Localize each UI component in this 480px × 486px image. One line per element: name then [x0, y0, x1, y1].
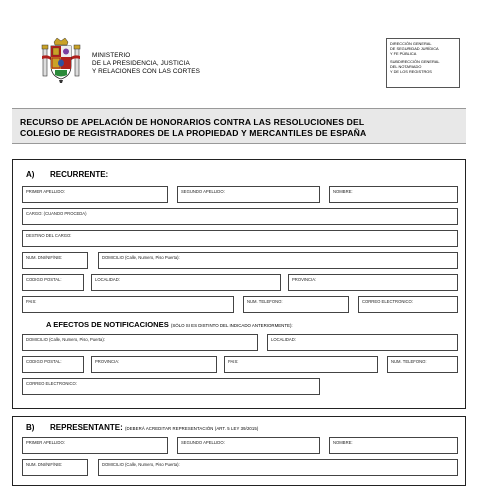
notif-provincia-field[interactable]	[91, 356, 217, 373]
field-label: DOMICILIO (Calle, Numero, Piso Puerta):	[102, 254, 180, 260]
notif-correo-field[interactable]	[22, 378, 320, 395]
form-title-line1: RECURSO DE APELACIÓN DE HONORARIOS CONTRA LAS RESOLUCIONES DEL	[20, 117, 365, 127]
rep-domicilio-field[interactable]	[98, 459, 458, 476]
ministry-line: DE LA PRESIDENCIA, JUSTICIA	[92, 60, 190, 67]
field-label: PRIMER APELLIDO:	[26, 188, 65, 194]
field-label: NUM. DNI/NIF/NIE:	[26, 461, 63, 467]
rep-primer-apellido-field[interactable]	[22, 437, 168, 454]
field-label: CORREO ELECTRONICO:	[26, 380, 77, 386]
segundo-apellido-field[interactable]	[177, 186, 320, 203]
field-label: NUM. TELEFONO:	[247, 298, 283, 304]
field-label: PROVINCIA:	[95, 358, 120, 364]
directorate-box	[386, 38, 460, 88]
field-label: SEGUNDO APELLIDO:	[181, 188, 225, 194]
rep-segundo-apellido-field[interactable]	[177, 437, 320, 454]
field-label: NOMBRE:	[333, 439, 353, 445]
section-b-heading	[26, 423, 258, 432]
field-label: PROVINCIA:	[292, 276, 317, 282]
directorate-line: DE SEGURIDAD JURÍDICA	[390, 46, 439, 51]
field-label: NOMBRE:	[333, 188, 353, 194]
directorate-line: Y FE PÚBLICA	[390, 51, 417, 56]
rep-nombre-field[interactable]	[329, 437, 458, 454]
notifications-title: A EFECTOS DE NOTIFICACIONES	[46, 320, 169, 329]
field-label: CODIGO POSTAL:	[26, 276, 62, 282]
subdirectorate-line: SUBDIRECCIÓN GENERAL	[390, 59, 440, 64]
field-label: PRIMER APELLIDO:	[26, 439, 65, 445]
field-label: SEGUNDO APELLIDO:	[181, 439, 225, 445]
subdirectorate-line: Y DE LOS REGISTROS	[390, 69, 432, 74]
notif-domicilio-field[interactable]	[22, 334, 258, 351]
ministry-line: MINISTERIO	[92, 52, 131, 59]
destino-cargo-field[interactable]	[22, 230, 458, 247]
notif-localidad-field[interactable]	[267, 334, 458, 351]
codigo-postal-field[interactable]	[22, 274, 84, 291]
field-label: DESTINO DEL CARGO:	[26, 232, 72, 238]
field-label: CODIGO POSTAL:	[26, 358, 62, 364]
localidad-field[interactable]	[91, 274, 281, 291]
form-title	[12, 108, 466, 144]
field-label: CARGO: (CUANDO PROCEDA)	[26, 210, 87, 216]
field-label: NUM. DNI/NIF/NIE:	[26, 254, 63, 260]
field-label: PAIS:	[228, 358, 239, 364]
section-title: REPRESENTANTE:	[50, 423, 123, 432]
rep-dni-field[interactable]	[22, 459, 88, 476]
section-letter: B)	[26, 423, 35, 432]
notifications-heading	[46, 320, 293, 329]
ministry-name	[92, 52, 200, 76]
section-note: (DEBERÁ ACREDITAR REPRESENTACIÓN (ART. 5 LEY 39/2015)	[124, 426, 259, 431]
dni-field[interactable]	[22, 252, 88, 269]
provincia-field[interactable]	[288, 274, 458, 291]
cargo-field[interactable]	[22, 208, 458, 225]
ministry-line: Y RELACIONES CON LAS CORTES	[92, 68, 200, 75]
pais-field[interactable]	[22, 296, 234, 313]
notif-pais-field[interactable]	[224, 356, 378, 373]
correo-field[interactable]	[358, 296, 458, 313]
section-letter: A)	[26, 170, 35, 179]
field-label: LOCALIDAD:	[271, 336, 296, 342]
form-title-line2: COLEGIO DE REGISTRADORES DE LA PROPIEDAD Y MERCANTILES DE ESPAÑA	[20, 128, 367, 138]
coat-of-arms-logo	[40, 36, 82, 84]
notifications-note: (SÓLO SI ES DISTINTO DEL INDICADO ANTERIORMENTE):	[170, 323, 293, 328]
notif-codigo-postal-field[interactable]	[22, 356, 84, 373]
field-label: NUM. TELEFONO:	[391, 358, 427, 364]
telefono-field[interactable]	[243, 296, 349, 313]
nombre-field[interactable]	[329, 186, 458, 203]
field-label: DOMICILIO (Calle, Numero, Piso Puerta):	[102, 461, 180, 467]
field-label: LOCALIDAD:	[95, 276, 120, 282]
notif-telefono-field[interactable]	[387, 356, 458, 373]
domicilio-field[interactable]	[98, 252, 458, 269]
subdirectorate-line: DEL NOTARIADO	[390, 64, 422, 69]
field-label: DOMICILIO (Calle, Numero, Piso, Puerta):	[26, 336, 105, 342]
field-label: PAIS:	[26, 298, 37, 304]
section-title: RECURRENTE:	[50, 170, 109, 179]
field-label: CORREO ELECTRONICO:	[362, 298, 413, 304]
section-a-heading	[26, 170, 108, 179]
directorate-line: DIRECCIÓN GENERAL	[390, 41, 432, 46]
primer-apellido-field[interactable]	[22, 186, 168, 203]
